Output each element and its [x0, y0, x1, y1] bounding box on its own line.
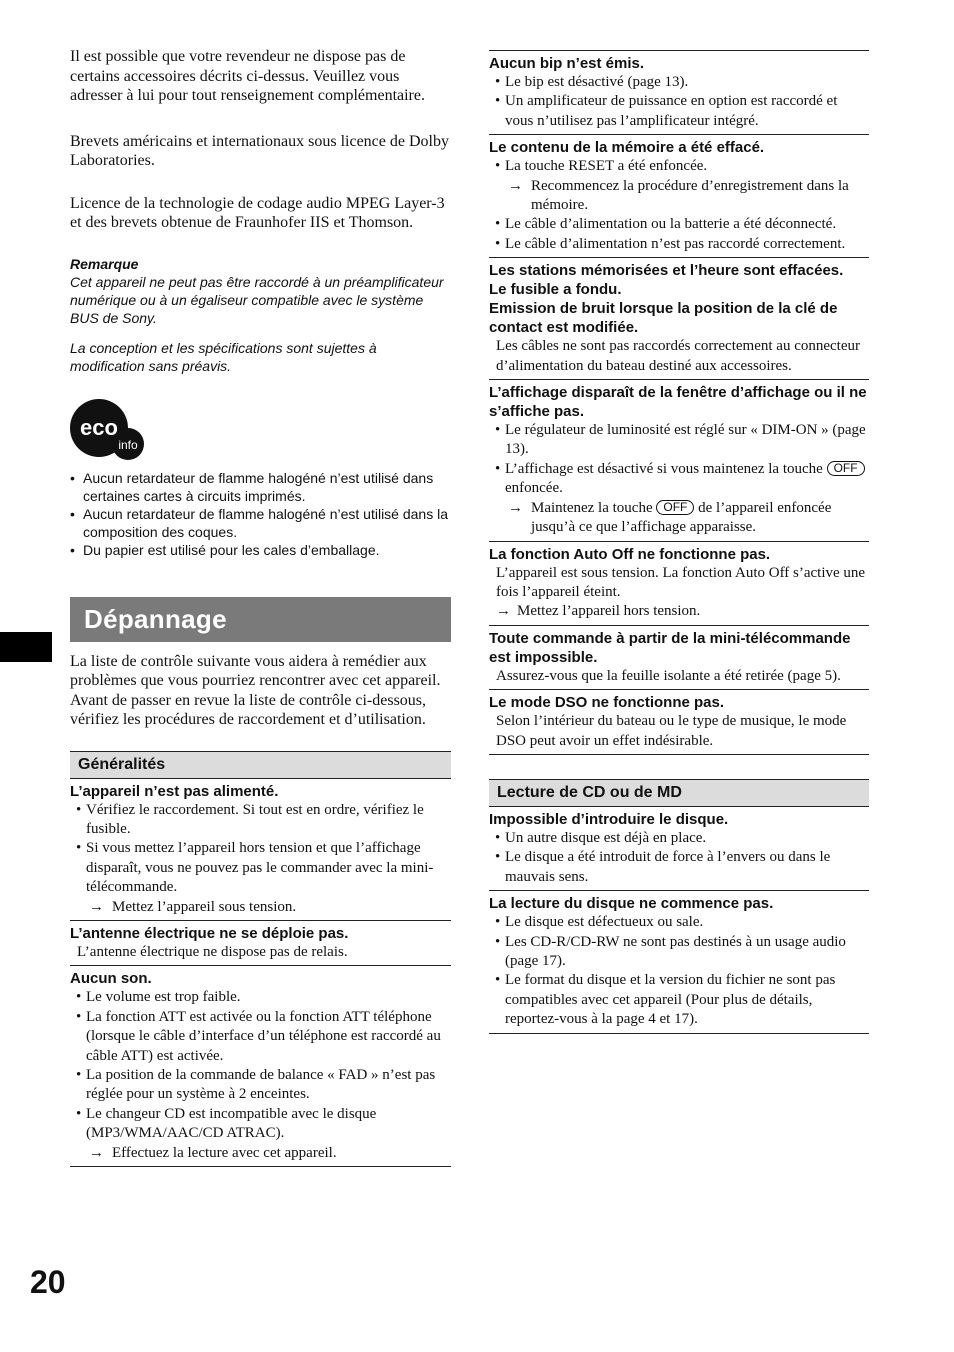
lecture-heading: Lecture de CD ou de MD — [489, 779, 869, 807]
problem-title: L’affichage disparaît de la fenêtre d’affichage ou il ne s’affiche pas. — [489, 384, 867, 421]
list-item: • Le câble d’alimentation ou la batterie a été déconnecté. — [489, 215, 869, 234]
list-item-text: enfoncée. — [505, 480, 563, 497]
remarque-text-1: Cet appareil ne peut pas être raccordé à un préamplificateur numérique ou à un égaliseur compatible avec le système BUS de Sony. — [70, 273, 444, 326]
problem-title: Le fusible a fondu. — [489, 281, 622, 299]
problem-title: Le contenu de la mémoire a été effacé. — [489, 139, 765, 157]
page-number: 20 — [30, 1264, 66, 1300]
problem-memory-erased — [489, 135, 869, 258]
generalites-heading: Généralités — [70, 751, 451, 779]
problem-remote — [489, 626, 869, 690]
list-item: • Vérifiez le raccordement. Si tout est en ordre, vérifiez le fusible. — [70, 801, 451, 840]
remarque-text-2: La conception et les spécifications sont sujettes à modification sans préavis. — [70, 339, 377, 374]
problem-text: L’antenne électrique ne dispose pas de relais. — [77, 943, 348, 960]
list-item-text: L’affichage est désactivé si vous maintenez la touche — [505, 460, 823, 477]
depannage-intro-1: La liste de contrôle suivante vous aidera à remédier aux problèmes que vous pourriez rencontrer avec cet appareil. — [70, 652, 441, 690]
remedy-text: Mettez l’appareil sous tension. — [112, 898, 297, 915]
remedy-text: Effectuez la lecture avec cet appareil. — [112, 1144, 337, 1161]
problem-text: L’appareil est sous tension. La fonction Auto Off s’active une fois l’appareil éteint. — [496, 564, 866, 600]
problem-title: Le mode DSO ne fonctionne pas. — [489, 694, 725, 712]
off-key-label: OFF — [656, 500, 694, 515]
eco-logo-text: eco — [80, 414, 118, 440]
remedy-item — [70, 1144, 451, 1163]
list-item: • Le format du disque et la version du fichier ne sont pas compatibles avec cet appareil (Pour plus de détails, reportez-vous à la page 4 et 17). — [489, 971, 869, 1029]
problem-auto-off — [489, 542, 869, 626]
list-item: • Le volume est trop faible. — [70, 988, 451, 1007]
problem-disc-insert — [489, 807, 869, 891]
remedy-text: Recommencez la procédure d’enregistrement dans la mémoire. — [531, 177, 849, 214]
problem-text: Les câbles ne sont pas raccordés correctement au connecteur d’alimentation du bateau destiné aux accessoires. — [496, 338, 860, 374]
problem-title: Emission de bruit lorsque la position de la clé de contact est modifiée. — [489, 300, 838, 337]
list-item — [489, 460, 869, 499]
list-item: • Le bip est désactivé (page 13). — [489, 73, 869, 92]
eco-logo-subtext: info — [118, 437, 138, 452]
list-item: • Le régulateur de luminosité est réglé sur « DIM-ON » (page 13). — [489, 421, 869, 460]
problem-stations-erased — [489, 258, 869, 380]
intro-paragraph-3: Licence de la technologie de codage audio MPEG Layer-3 et des brevets obtenue de Fraunhofer IIS et Thomson. — [70, 194, 445, 231]
list-item: • Les CD-R/CD-RW ne sont pas destinés à un usage audio (page 17). — [489, 933, 869, 972]
problem-title: Les stations mémorisées et l’heure sont effacées. — [489, 262, 844, 280]
problem-no-power — [70, 779, 451, 921]
list-item: • La touche RESET a été enfoncée. — [489, 157, 869, 176]
problem-no-beep — [489, 50, 869, 135]
arrow-icon: → — [508, 177, 523, 194]
list-item: • Un autre disque est déjà en place. — [489, 829, 869, 848]
problem-title: Aucun bip n’est émis. — [489, 55, 645, 72]
problem-display — [489, 380, 869, 541]
intro-paragraph-2: Brevets américains et internationaux sous licence de Dolby Laboratories. — [70, 132, 449, 169]
depannage-heading: Dépannage — [70, 597, 451, 642]
problem-text: Assurez-vous que la feuille isolante a été retirée (page 5). — [496, 667, 841, 684]
list-item: • Le disque a été introduit de force à l’envers ou dans le mauvais sens. — [489, 848, 869, 887]
eco-item: • Aucun retardateur de flamme halogéné n’est utilisé dans la composition des coques. — [70, 505, 451, 541]
remedy-item — [489, 602, 869, 621]
remarque-title: Remarque — [70, 255, 139, 272]
remarque-block — [70, 255, 451, 375]
eco-item: • Aucun retardateur de flamme halogéné n’est utilisé dans certaines cartes à circuits imprimés. — [70, 469, 451, 505]
list-item: • Le câble d’alimentation n’est pas raccordé correctement. — [489, 235, 869, 254]
list-item: • Le disque est défectueux ou sale. — [489, 913, 869, 932]
problem-no-sound — [70, 966, 451, 1167]
remedy-item — [70, 898, 451, 917]
arrow-icon: → — [89, 1144, 104, 1161]
arrow-icon: → — [508, 499, 523, 516]
list-item: • Si vous mettez l’appareil hors tension et que l’affichage disparaît, vous ne pouvez pas le commander avec la mini-télécommande. — [70, 839, 451, 897]
list-item: • Un amplificateur de puissance en option est raccordé et vous n’utilisez pas l’amplificateur intégré. — [489, 92, 869, 131]
arrow-icon: → — [496, 603, 511, 620]
depannage-intro-2: Avant de passer en revue la liste de contrôle ci-dessous, vérifiez les procédures de raccordement et d’utilisation. — [70, 691, 427, 729]
problem-title: La lecture du disque ne commence pas. — [489, 895, 774, 913]
remedy-text: Maintenez la touche — [531, 499, 653, 516]
problem-title: L’antenne électrique ne se déploie pas. — [70, 924, 349, 942]
left-column — [70, 0, 451, 1167]
eco-info-logo — [70, 397, 451, 463]
eco-list — [70, 469, 451, 560]
list-item: • La position de la commande de balance « FAD » n’est pas réglée pour un système à 2 enceintes. — [70, 1066, 451, 1105]
problem-dso — [489, 690, 869, 755]
remedy-text: de l’appareil enfoncée jusqu’à ce que l’affichage apparaisse. — [531, 499, 832, 536]
problem-title: L’appareil n’est pas alimenté. — [70, 782, 279, 800]
right-column — [489, 50, 869, 1034]
remedy-item — [489, 177, 869, 216]
problem-title: Aucun son. — [70, 970, 152, 988]
remedy-text: Mettez l’appareil hors tension. — [517, 603, 701, 620]
section-tab-marker — [0, 632, 52, 662]
problem-antenna — [70, 921, 451, 966]
remedy-item — [489, 499, 869, 538]
problem-title: Impossible d’introduire le disque. — [489, 810, 729, 828]
arrow-icon: → — [89, 898, 104, 915]
problem-title: Toute commande à partir de la mini-télécommande est impossible. — [489, 629, 851, 666]
list-item: • La fonction ATT est activée ou la fonction ATT téléphone (lorsque le câble d’interface d’un téléphone est raccordé au câble ATT) est activée. — [70, 1008, 451, 1066]
intro-paragraph-1: Il est possible que votre revendeur ne dispose pas de certains accessoires décrits ci-dessus. Veuillez vous adresser à lui pour tout renseignement complémentaire. — [70, 48, 425, 104]
eco-info-icon — [70, 397, 146, 463]
list-item: • Le changeur CD est incompatible avec le disque (MP3/WMA/AAC/CD ATRAC). — [70, 1105, 451, 1144]
problem-playback — [489, 891, 869, 1033]
problem-title: La fonction Auto Off ne fonctionne pas. — [489, 545, 771, 563]
off-key-label: OFF — [827, 461, 865, 476]
problem-text: Selon l’intérieur du bateau ou le type de musique, le mode DSO peut avoir un effet indésirable. — [496, 713, 847, 749]
eco-item: • Du papier est utilisé pour les cales d’emballage. — [70, 541, 451, 559]
